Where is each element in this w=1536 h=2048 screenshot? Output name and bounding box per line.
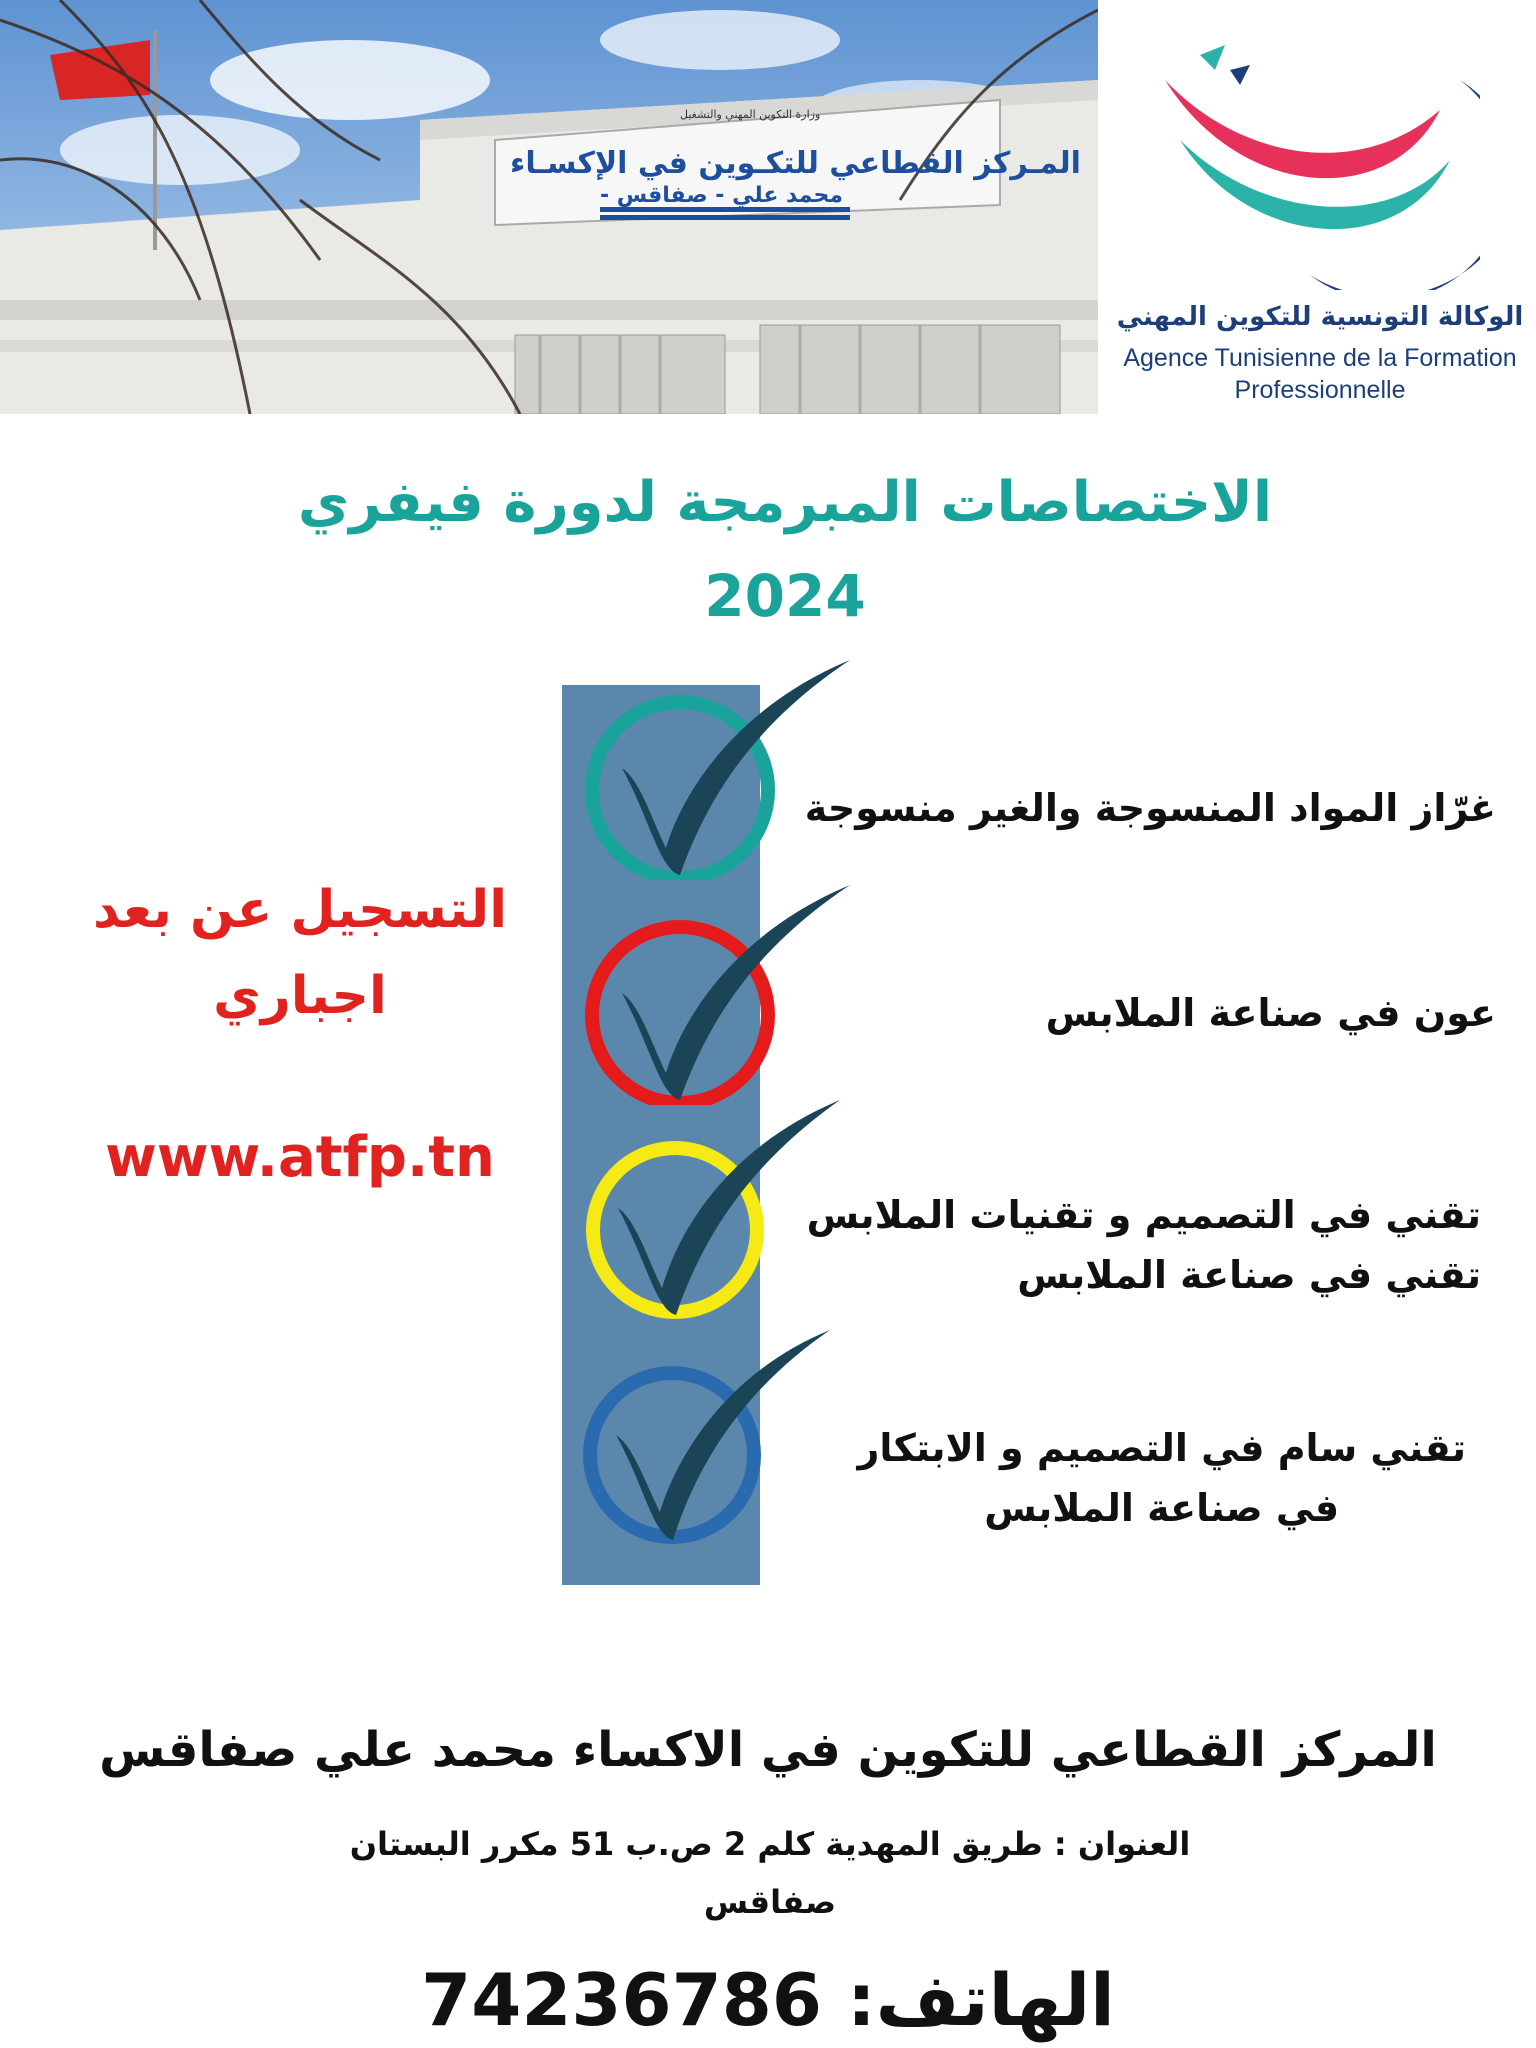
header-photo	[0, 0, 1098, 414]
page-title: الاختصاصات المبرمجة لدورة فيفري	[297, 470, 1273, 535]
sign-line-1: المـركز القطاعي للتكـوين في الإكسـاء	[510, 146, 1081, 181]
specialty-3-line-1: تقني في التصميم و تقنيات الملابس	[806, 1193, 1481, 1237]
check-icon	[560, 650, 860, 880]
specialty-1	[805, 778, 1496, 838]
sign-ministry-text: وزارة التكوين المهني والتشغيل	[680, 108, 821, 121]
specialty-4-line-1: تقني سام في التصميم و الابتكار	[857, 1426, 1466, 1470]
check-icon	[560, 1320, 860, 1550]
specialty-2	[1046, 983, 1496, 1043]
logo-french-name-1: Agence Tunisienne de la Formation	[1123, 344, 1517, 372]
center-name: المركز القطاعي للتكوين في الاكساء محمد علي صفاقس	[99, 1722, 1437, 1778]
atfp-logo	[1110, 40, 1530, 420]
specialty-4	[857, 1418, 1466, 1538]
phone-number: الهاتف: 74236786	[421, 1958, 1115, 2042]
registration-heading: التسجيل عن بعد	[92, 880, 508, 940]
address-line-2: صفاقس	[703, 1883, 837, 1921]
specialty-3-line-2: تقني في صناعة الملابس	[1017, 1253, 1481, 1297]
logo-arabic-name: الوكالة التونسية للتكوين المهني	[1116, 302, 1524, 332]
logo-french-name-2: Professionnelle	[1234, 376, 1406, 404]
registration-mandatory: اجباري	[213, 966, 387, 1026]
specialty-4-line-2: في صناعة الملابس	[984, 1486, 1340, 1530]
atfp-logo-icon	[1160, 40, 1480, 290]
specialty-1-line-1: غرّاز المواد المنسوجة والغير منسوجة	[804, 786, 1496, 830]
address	[270, 1815, 1270, 1931]
page-title-year: 2024	[704, 562, 866, 630]
specialty-2-line-1: عون في صناعة الملابس	[1045, 991, 1496, 1035]
address-line-1: العنوان : طريق المهدية كلم 2 ص.ب 51 مكرر البستان	[349, 1825, 1191, 1863]
registration-url-link[interactable]: www.atfp.tn	[105, 1125, 495, 1190]
specialty-3	[807, 1185, 1481, 1305]
sign-line-2: محمد علي - صفاقس -	[600, 183, 843, 208]
check-icon	[560, 875, 860, 1105]
